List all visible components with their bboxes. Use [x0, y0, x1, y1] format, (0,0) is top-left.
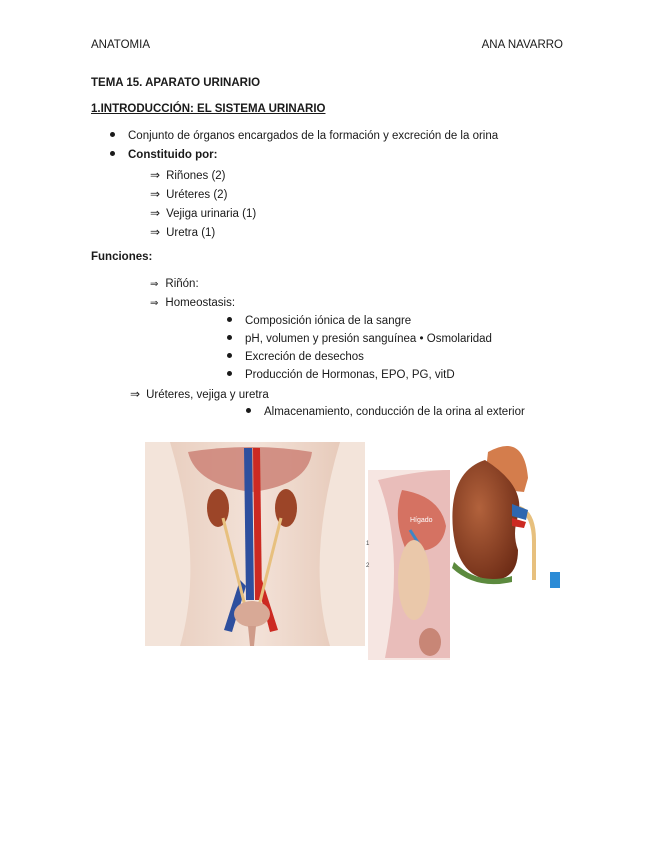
component-item [150, 168, 226, 182]
bullet-icon [227, 371, 232, 376]
homeostasis-subitem [227, 369, 455, 381]
urinary-system-figure [140, 430, 565, 662]
figure-marker-1: 1 [366, 541, 370, 547]
ureters-subitem [246, 406, 525, 418]
homeostasis-label: Homeostasis: [165, 297, 236, 309]
figure-marker-tag [550, 572, 560, 588]
figure-marker-2: 2 [366, 563, 370, 569]
component-item [150, 225, 215, 239]
component-item [150, 206, 256, 220]
ureters-text: Almacenamiento, conducción de la orina al exterior [264, 406, 525, 418]
ureters-item [130, 387, 269, 401]
left-kidney [207, 489, 229, 527]
liver-label: Hígado [410, 517, 433, 524]
double-arrow-icon: ⇒ [150, 279, 159, 290]
double-arrow-icon: ⇒ [150, 206, 161, 220]
page-title: TEMA 15. APARATO URINARIO [91, 77, 261, 89]
component-item [150, 187, 227, 201]
component-text: Uréteres (2) [166, 189, 228, 201]
intro-bullet-2 [110, 149, 217, 161]
cross-section-illustration [366, 470, 450, 660]
double-arrow-icon: ⇒ [150, 187, 161, 201]
bullet-icon [246, 408, 251, 413]
homeostasis-subitem [227, 351, 364, 363]
double-arrow-icon: ⇒ [150, 225, 161, 239]
right-kidney [275, 489, 297, 527]
section-heading: 1.INTRODUCCIÓN: EL SISTEMA URINARIO [91, 103, 326, 115]
kidney-label: Riñón: [165, 278, 199, 290]
component-text: Vejiga urinaria (1) [166, 208, 257, 220]
header-left: ANATOMIA [91, 39, 150, 51]
homeostasis-text: Excreción de desechos [245, 351, 364, 363]
ureters-label: Uréteres, vejiga y uretra [146, 389, 269, 401]
bullet-icon [110, 132, 115, 137]
bladder [234, 601, 270, 627]
kidney-item [150, 278, 199, 290]
homeostasis-item [150, 297, 235, 309]
double-arrow-icon: ⇒ [150, 298, 159, 309]
header-right: ANA NAVARRO [481, 39, 563, 51]
homeostasis-text: Composición iónica de la sangre [245, 315, 412, 327]
homeostasis-subitem [227, 333, 492, 345]
bullet-icon [227, 353, 232, 358]
bullet-icon [227, 335, 232, 340]
kidney-detail-illustration [452, 446, 560, 588]
homeostasis-text: pH, volumen y presión sanguínea • Osmolaridad [245, 333, 492, 345]
bullet-icon [227, 317, 232, 322]
torso-illustration [145, 442, 365, 646]
intro-bullet-text: Constituido por: [128, 149, 218, 161]
functions-label: Funciones: [91, 251, 153, 263]
double-arrow-icon: ⇒ [130, 387, 141, 401]
bullet-icon [110, 151, 115, 156]
component-text: Uretra (1) [166, 227, 216, 239]
intro-bullet-1 [110, 130, 498, 142]
homeostasis-subitem [227, 315, 411, 327]
double-arrow-icon: ⇒ [150, 168, 161, 182]
intro-bullet-text: Conjunto de órganos encargados de la formación y excreción de la orina [128, 130, 499, 142]
component-text: Riñones (2) [166, 170, 226, 182]
homeostasis-text: Producción de Hormonas, EPO, PG, vitD [245, 369, 455, 381]
